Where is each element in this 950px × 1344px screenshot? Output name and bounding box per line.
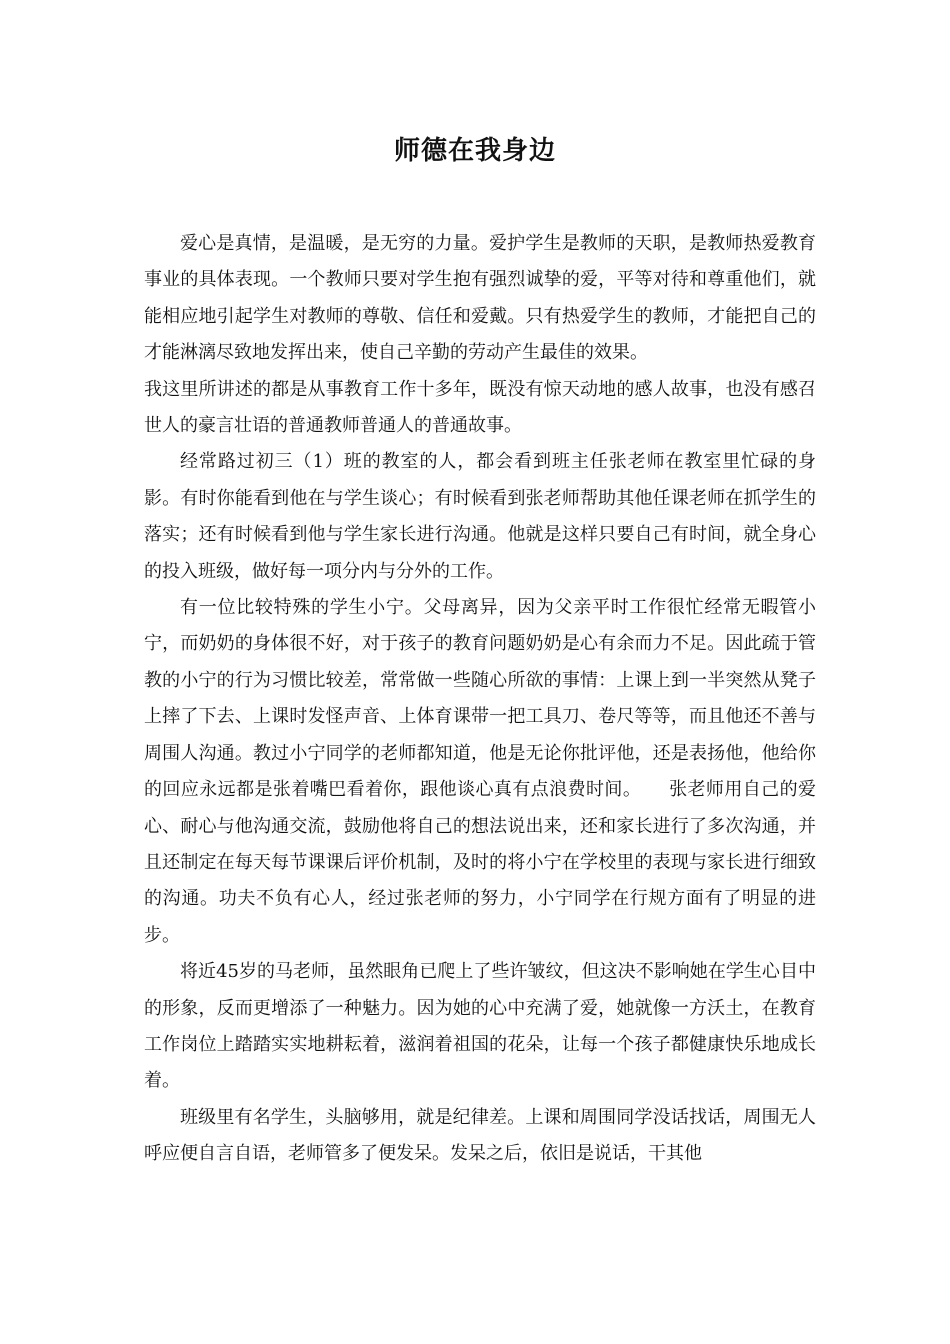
paragraph-4: 有一位比较特殊的学生小宁。父母离异，因为父亲平时工作很忙经常无暇管小宁，而奶奶的身体很不好，对于孩子的教育问题奶奶是心有余而力不足。因此疏于管教的小宁的行为习惯比较差，常常做一些随心所欲的事情：上课上到一半突然从凳子上摔了下去、上课时发怪声音、上体育课带一把工具刀、卷尺等等，而且他还不善与周围人沟通。教过小宁同学的老师都知道，他是无论你批评他，还是表扬他，他给你的回应永远都是张着嘴巴看着你，跟他谈心真有点浪费时间。 张老师用自己的爱心、耐心与他沟通交流，鼓励他将自己的想法说出来，还和家长进行了多次沟通，并且还制定在每天每节课课后评价机制，及时的将小宁在学校里的表现与家长进行细致的沟通。功夫不负有心人，经过张老师的努力，小宁同学在行规方面有了明显的进步。	[144, 597, 816, 946]
document-body	[144, 226, 816, 1173]
paragraph-5: 将近45岁的马老师，虽然眼角已爬上了些许皱纹，但这决不影响她在学生心目中的形象，反而更增添了一种魅力。因为她的心中充满了爱，她就像一方沃土，在教育工作岗位上踏踏实实地耕耘着，滋润着祖国的花朵，让每一个孩子都健康快乐地成长着。	[144, 961, 816, 1092]
paragraph-3: 经常路过初三（1）班的教室的人，都会看到班主任张老师在教室里忙碌的身影。有时你能看到他在与学生谈心；有时候看到张老师帮助其他任课老师在抓学生的落实；还有时候看到他与学生家长进行沟通。他就是这样只要自己有时间，就全身心的投入班级，做好每一项分内与分外的工作。	[144, 451, 816, 582]
document-title: 师德在我身边	[393, 136, 556, 166]
paragraph-6: 班级里有名学生，头脑够用，就是纪律差。上课和周围同学没话找话，周围无人呼应便自言自语，老师管多了便发呆。发呆之后，依旧是说话，干其他	[144, 1106, 816, 1165]
paragraph-1: 爱心是真情，是温暖，是无穷的力量。爱护学生是教师的天职，是教师热爱教育事业的具体表现。一个教师只要对学生抱有强烈诚挚的爱，平等对待和尊重他们，就能相应地引起学生对教师的尊敬、信任和爱戴。只有热爱学生的教师，才能把自己的才能淋漓尽致地发挥出来，使自己辛勤的劳动产生最佳的效果。	[144, 233, 816, 364]
paragraph-2: 我这里所讲述的都是从事教育工作十多年，既没有惊天动地的感人故事，也没有感召世人的豪言壮语的普通教师普通人的普通故事。	[144, 378, 816, 437]
